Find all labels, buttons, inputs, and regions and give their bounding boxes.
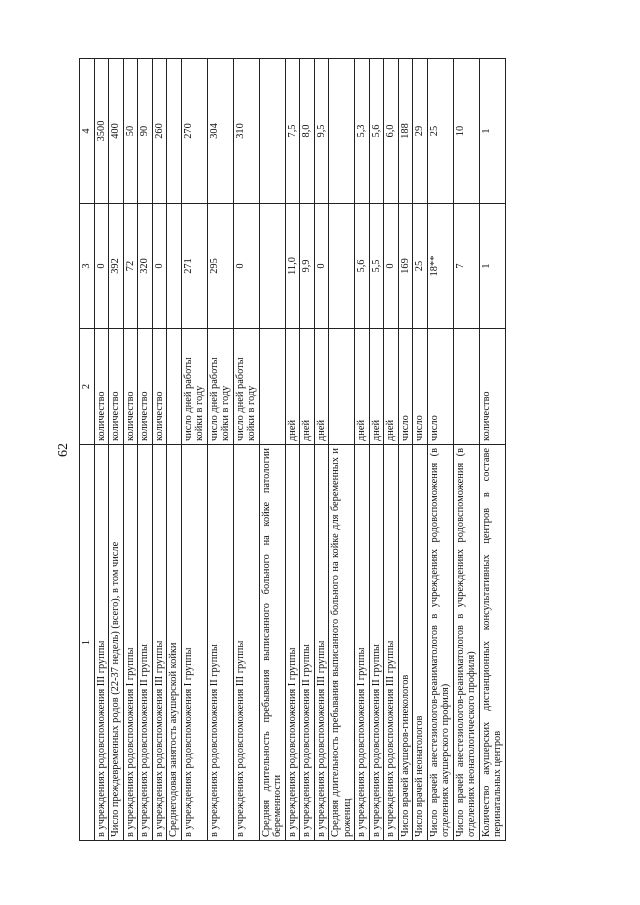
row-value-col3: 18** xyxy=(427,204,453,329)
row-label: в учреждениях родовспоможения II группы xyxy=(207,445,233,841)
row-value-col4: 1 xyxy=(479,59,505,204)
row-label: в учреждениях родовспоможения I группы xyxy=(285,445,300,841)
row-label: Средняя длительность пребывания выписанного больного на койке патологии беременности xyxy=(259,445,285,841)
row-value-col4: 5,3 xyxy=(355,59,370,204)
row-unit: дней xyxy=(355,329,370,445)
table-row xyxy=(285,59,300,841)
row-label: в учреждениях родовспоможения II группы xyxy=(300,445,315,841)
row-unit: количество xyxy=(109,329,124,445)
row-value-col3: 1 xyxy=(479,204,505,329)
row-unit: число xyxy=(413,329,428,445)
column-header-4: 4 xyxy=(80,59,95,204)
row-unit xyxy=(329,329,355,445)
row-value-col3: 25 xyxy=(413,204,428,329)
table-row xyxy=(152,59,167,841)
row-unit xyxy=(259,329,285,445)
table-row xyxy=(167,59,182,841)
table-row xyxy=(413,59,428,841)
page-number: 62 xyxy=(56,443,71,457)
row-label: в учреждениях родовспоможения III группы xyxy=(384,445,399,841)
row-label: Количество акушерских дистанционных консультативных центров в составе перинатальных центров xyxy=(479,445,505,841)
row-unit: число дней работы койки в году xyxy=(207,329,233,445)
row-label: Среднегодовая занятость акушерской койки xyxy=(167,445,182,841)
row-unit: дней xyxy=(285,329,300,445)
row-value-col4: 7,5 xyxy=(285,59,300,204)
row-value-col4: 8,0 xyxy=(300,59,315,204)
row-value-col3: 9,9 xyxy=(300,204,315,329)
row-value-col3: 5,5 xyxy=(369,204,384,329)
table-row xyxy=(384,59,399,841)
row-label: Число врачей неонатологов xyxy=(413,445,428,841)
row-unit: число дней работы койки в году xyxy=(233,329,259,445)
row-label: в учреждениях родовспоможения I группы xyxy=(355,445,370,841)
row-label: Средняя длительность пребывания выписанного больного на койке для беременных и рожениц xyxy=(329,445,355,841)
row-label: в учреждениях родовспоможения III группы xyxy=(233,445,259,841)
indicator-table-wrapper xyxy=(79,59,561,841)
row-value-col3: 0 xyxy=(384,204,399,329)
row-unit: количество xyxy=(123,329,138,445)
row-value-col3: 0 xyxy=(152,204,167,329)
table-row xyxy=(479,59,505,841)
table-row xyxy=(314,59,329,841)
row-value-col3 xyxy=(259,204,285,329)
row-unit: количество xyxy=(138,329,153,445)
row-label: Число преждевременных родов (22-37 недель) (всего), в том числе xyxy=(109,445,124,841)
table-row xyxy=(109,59,124,841)
row-value-col4: 29 xyxy=(413,59,428,204)
row-value-col4: 270 xyxy=(181,59,207,204)
row-label: Число врачей анестезиологов-реаниматологов в учреждениях родовспоможения (в отделениях неонатологического профиля) xyxy=(453,445,479,841)
row-value-col4: 304 xyxy=(207,59,233,204)
row-value-col3: 295 xyxy=(207,204,233,329)
table-row xyxy=(94,59,109,841)
row-value-col4: 90 xyxy=(138,59,153,204)
table-row xyxy=(369,59,384,841)
row-unit xyxy=(453,329,479,445)
table-row xyxy=(398,59,413,841)
row-unit: количество xyxy=(479,329,505,445)
table-row xyxy=(181,59,207,841)
row-value-col4: 3500 xyxy=(94,59,109,204)
row-value-col4: 5,6 xyxy=(369,59,384,204)
row-value-col3: 5,6 xyxy=(355,204,370,329)
row-unit: число xyxy=(427,329,453,445)
table-row xyxy=(207,59,233,841)
row-value-col4: 310 xyxy=(233,59,259,204)
row-value-col4: 6,0 xyxy=(384,59,399,204)
row-value-col4: 10 xyxy=(453,59,479,204)
row-unit: количество xyxy=(94,329,109,445)
table-row xyxy=(355,59,370,841)
row-value-col3: 0 xyxy=(314,204,329,329)
table-row xyxy=(259,59,285,841)
row-unit: количество xyxy=(152,329,167,445)
row-value-col4: 50 xyxy=(123,59,138,204)
row-value-col3: 72 xyxy=(123,204,138,329)
table-row xyxy=(427,59,453,841)
row-unit: дней xyxy=(300,329,315,445)
row-value-col3: 0 xyxy=(94,204,109,329)
row-value-col4 xyxy=(259,59,285,204)
row-label: в учреждениях родовспоможения I группы xyxy=(181,445,207,841)
row-label: в учреждениях родовспоможения III группы xyxy=(94,445,109,841)
row-value-col3: 169 xyxy=(398,204,413,329)
row-label: в учреждениях родовспоможения I группы xyxy=(123,445,138,841)
row-value-col4 xyxy=(167,59,182,204)
table-row xyxy=(300,59,315,841)
row-value-col3: 7 xyxy=(453,204,479,329)
row-value-col4: 400 xyxy=(109,59,124,204)
column-header-1: 1 xyxy=(80,445,95,841)
indicator-table xyxy=(79,58,506,841)
row-label: в учреждениях родовспоможения III группы xyxy=(314,445,329,841)
row-value-col3: 0 xyxy=(233,204,259,329)
table-row xyxy=(138,59,153,841)
row-label: Число врачей анестезиологов-реаниматологов в учреждениях родовспоможения (в отделениях акушерского профиля) xyxy=(427,445,453,841)
row-unit: дней xyxy=(384,329,399,445)
table-row xyxy=(123,59,138,841)
row-label: в учреждениях родовспоможения III группы xyxy=(152,445,167,841)
row-unit: число дней работы койки в году xyxy=(181,329,207,445)
row-unit xyxy=(167,329,182,445)
column-header-3: 3 xyxy=(80,204,95,329)
row-value-col3: 320 xyxy=(138,204,153,329)
table-row xyxy=(453,59,479,841)
row-unit: дней xyxy=(314,329,329,445)
row-value-col4: 260 xyxy=(152,59,167,204)
row-value-col4: 9,5 xyxy=(314,59,329,204)
row-value-col3: 271 xyxy=(181,204,207,329)
table-row xyxy=(329,59,355,841)
row-value-col3 xyxy=(329,204,355,329)
row-unit: дней xyxy=(369,329,384,445)
row-label: в учреждениях родовспоможения II группы xyxy=(369,445,384,841)
row-value-col3: 11,0 xyxy=(285,204,300,329)
row-label: Число врачей акушеров-гинекологов xyxy=(398,445,413,841)
row-value-col4 xyxy=(329,59,355,204)
table-row xyxy=(233,59,259,841)
row-value-col4: 25 xyxy=(427,59,453,204)
table-header-row xyxy=(80,59,95,841)
row-label: в учреждениях родовспоможения II группы xyxy=(138,445,153,841)
row-value-col3 xyxy=(167,204,182,329)
row-value-col3: 392 xyxy=(109,204,124,329)
column-header-2: 2 xyxy=(80,329,95,445)
row-unit: число xyxy=(398,329,413,445)
row-value-col4: 188 xyxy=(398,59,413,204)
